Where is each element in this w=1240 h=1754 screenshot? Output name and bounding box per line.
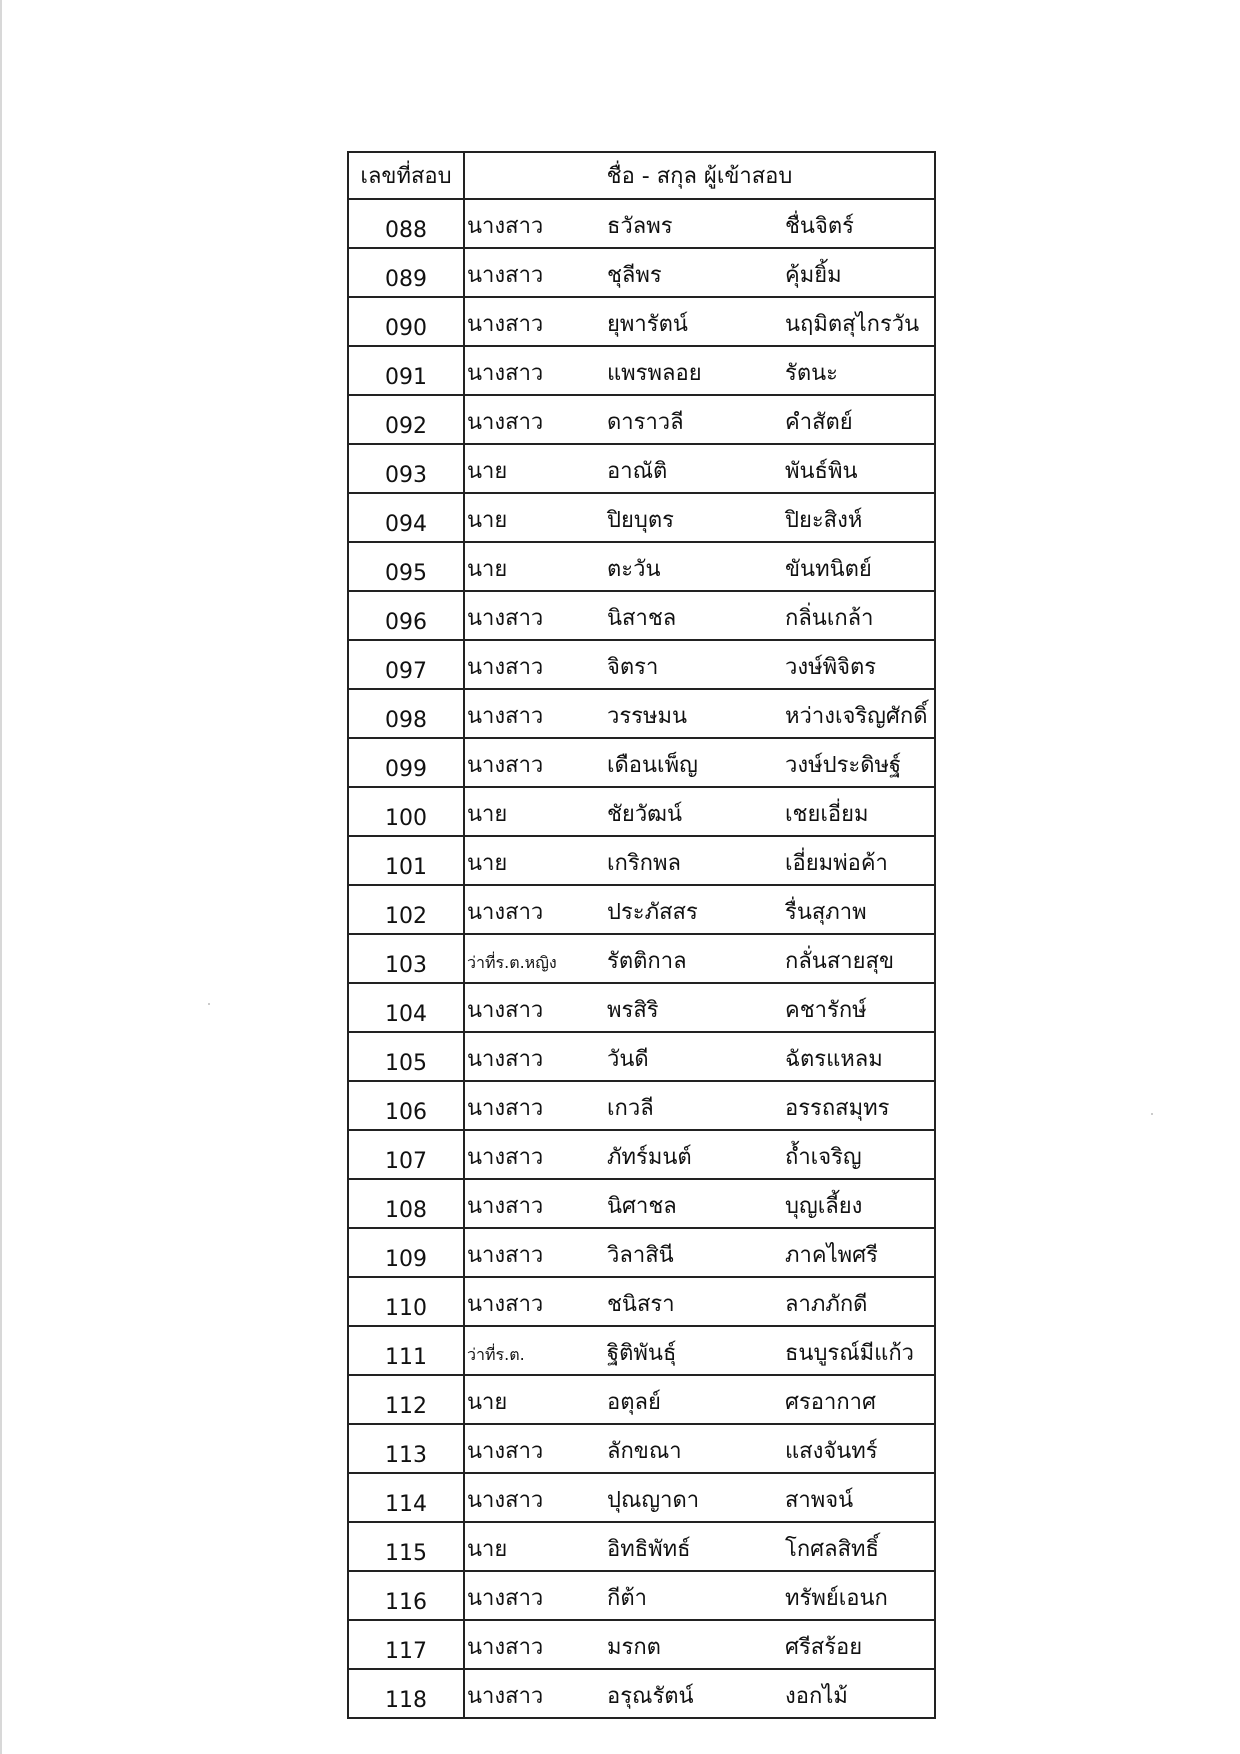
name-title: นาย bbox=[467, 1537, 508, 1562]
last-name: ชื่นจิตร์ bbox=[785, 214, 854, 239]
table-row bbox=[348, 1473, 935, 1522]
exam-number: 093 bbox=[348, 444, 464, 493]
last-name: กลั่นสายสุข bbox=[785, 949, 894, 974]
table-row bbox=[348, 1326, 935, 1375]
name-title: นางสาว bbox=[467, 1047, 544, 1072]
applicant-name-cell bbox=[464, 248, 935, 297]
name-title: นางสาว bbox=[467, 263, 544, 288]
table-row bbox=[348, 1424, 935, 1473]
applicant-table bbox=[347, 151, 936, 1719]
table-row bbox=[348, 199, 935, 248]
applicant-name-cell bbox=[464, 1032, 935, 1081]
name-title: นางสาว bbox=[467, 1684, 544, 1709]
table-row bbox=[348, 1130, 935, 1179]
name-title: นางสาว bbox=[467, 410, 544, 435]
name-title: นางสาว bbox=[467, 1194, 544, 1219]
last-name: ขันทนิตย์ bbox=[785, 557, 872, 582]
last-name: แสงจันทร์ bbox=[785, 1439, 878, 1464]
exam-number: 101 bbox=[348, 836, 464, 885]
applicant-name-cell bbox=[464, 1277, 935, 1326]
table-row bbox=[348, 640, 935, 689]
last-name: งอกไม้ bbox=[785, 1684, 848, 1709]
applicant-name-cell bbox=[464, 738, 935, 787]
exam-number: 118 bbox=[348, 1669, 464, 1718]
applicant-name-cell bbox=[464, 1375, 935, 1424]
first-name: ชัยวัฒน์ bbox=[607, 802, 683, 827]
last-name: ธนบูรณ์มีแก้ว bbox=[785, 1341, 915, 1366]
name-title: นางสาว bbox=[467, 900, 544, 925]
first-name: อรุณรัตน์ bbox=[607, 1684, 694, 1709]
table-row bbox=[348, 1522, 935, 1571]
exam-number: 094 bbox=[348, 493, 464, 542]
table-row bbox=[348, 1277, 935, 1326]
first-name: วรรษมน bbox=[607, 704, 688, 729]
exam-number: 100 bbox=[348, 787, 464, 836]
first-name: นิศาชล bbox=[607, 1194, 677, 1219]
table-row bbox=[348, 934, 935, 983]
applicant-name-cell bbox=[464, 1571, 935, 1620]
exam-number: 102 bbox=[348, 885, 464, 934]
last-name: ศรอากาศ bbox=[785, 1390, 876, 1415]
first-name: อิทธิพัทธ์ bbox=[607, 1537, 691, 1562]
applicant-name-cell bbox=[464, 1081, 935, 1130]
table-row bbox=[348, 1179, 935, 1228]
name-title: นาย bbox=[467, 851, 508, 876]
table-row bbox=[348, 297, 935, 346]
last-name: สาพจน์ bbox=[785, 1488, 854, 1513]
applicant-name-cell bbox=[464, 1228, 935, 1277]
last-name: คุ้มยิ้ม bbox=[785, 263, 842, 288]
applicant-name-cell bbox=[464, 836, 935, 885]
last-name: กลิ่นเกล้า bbox=[785, 606, 874, 631]
table-row bbox=[348, 836, 935, 885]
name-title: ว่าที่ร.ต.หญิง bbox=[467, 953, 557, 972]
first-name: ปุณญาดา bbox=[607, 1488, 700, 1513]
name-title: นาย bbox=[467, 459, 508, 484]
last-name: ฉัตรแหลม bbox=[785, 1047, 883, 1072]
applicant-name-cell bbox=[464, 787, 935, 836]
first-name: ลักขณา bbox=[607, 1439, 682, 1464]
name-title: นางสาว bbox=[467, 753, 544, 778]
applicant-name-cell bbox=[464, 1522, 935, 1571]
table-row bbox=[348, 248, 935, 297]
table-row bbox=[348, 1228, 935, 1277]
table-row bbox=[348, 591, 935, 640]
exam-number: 090 bbox=[348, 297, 464, 346]
exam-number: 103 bbox=[348, 934, 464, 983]
last-name: รื่นสุภาพ bbox=[785, 900, 867, 925]
scan-speck bbox=[1151, 1113, 1153, 1115]
exam-number: 114 bbox=[348, 1473, 464, 1522]
name-title: นางสาว bbox=[467, 704, 544, 729]
name-title: นางสาว bbox=[467, 1488, 544, 1513]
applicant-name-cell bbox=[464, 199, 935, 248]
name-title: นางสาว bbox=[467, 1096, 544, 1121]
table-row bbox=[348, 444, 935, 493]
table-header-row bbox=[348, 152, 935, 199]
applicant-name-cell bbox=[464, 1669, 935, 1718]
exam-number: 108 bbox=[348, 1179, 464, 1228]
exam-number: 115 bbox=[348, 1522, 464, 1571]
name-title: นางสาว bbox=[467, 606, 544, 631]
applicant-name-cell bbox=[464, 1179, 935, 1228]
first-name: วิลาสินี bbox=[607, 1243, 674, 1268]
first-name: ธวัลพร bbox=[607, 214, 673, 239]
header-number: เลขที่สอบ bbox=[348, 152, 464, 199]
first-name: กีต้า bbox=[607, 1586, 647, 1611]
first-name: อตุลย์ bbox=[607, 1390, 661, 1415]
exam-number: 104 bbox=[348, 983, 464, 1032]
applicant-name-cell bbox=[464, 591, 935, 640]
exam-number: 089 bbox=[348, 248, 464, 297]
applicant-name-cell bbox=[464, 1130, 935, 1179]
last-name: ศรีสร้อย bbox=[785, 1635, 863, 1660]
first-name: ชุลีพร bbox=[607, 263, 662, 288]
exam-number: 117 bbox=[348, 1620, 464, 1669]
table-row bbox=[348, 787, 935, 836]
name-title: นางสาว bbox=[467, 1292, 544, 1317]
table-row bbox=[348, 1081, 935, 1130]
exam-number: 116 bbox=[348, 1571, 464, 1620]
first-name: จิตรา bbox=[607, 655, 659, 680]
table-row bbox=[348, 1620, 935, 1669]
table-row bbox=[348, 1571, 935, 1620]
applicant-name-cell bbox=[464, 885, 935, 934]
first-name: วันดี bbox=[607, 1047, 649, 1072]
exam-number: 097 bbox=[348, 640, 464, 689]
name-title: นางสาว bbox=[467, 655, 544, 680]
last-name: ปิยะสิงห์ bbox=[785, 508, 863, 533]
exam-number: 096 bbox=[348, 591, 464, 640]
page-edge bbox=[0, 0, 2, 1754]
table-row bbox=[348, 493, 935, 542]
first-name: นิสาชล bbox=[607, 606, 677, 631]
last-name: คชารักษ์ bbox=[785, 998, 867, 1023]
applicant-name-cell bbox=[464, 297, 935, 346]
last-name: นฤมิตสุไกรวัน bbox=[785, 312, 920, 337]
last-name: หว่างเจริญศักดิ์ bbox=[785, 704, 928, 729]
exam-number: 098 bbox=[348, 689, 464, 738]
applicant-name-cell bbox=[464, 444, 935, 493]
first-name: ภัทร์มนต์ bbox=[607, 1145, 692, 1170]
table-row bbox=[348, 395, 935, 444]
name-title: นางสาว bbox=[467, 312, 544, 337]
last-name: อรรถสมุทร bbox=[785, 1096, 890, 1121]
table-row bbox=[348, 983, 935, 1032]
exam-number: 088 bbox=[348, 199, 464, 248]
first-name: ดาราวลี bbox=[607, 410, 684, 435]
first-name: ฐิติพันธุ์ bbox=[607, 1341, 677, 1366]
first-name: มรกต bbox=[607, 1635, 661, 1660]
exam-number: 095 bbox=[348, 542, 464, 591]
exam-number: 107 bbox=[348, 1130, 464, 1179]
first-name: ปิยบุตร bbox=[607, 508, 674, 533]
name-title: นางสาว bbox=[467, 1243, 544, 1268]
table-row bbox=[348, 1375, 935, 1424]
exam-number: 109 bbox=[348, 1228, 464, 1277]
applicant-name-cell bbox=[464, 346, 935, 395]
applicant-name-cell bbox=[464, 640, 935, 689]
last-name: ภาคไพศรี bbox=[785, 1243, 878, 1268]
exam-number: 105 bbox=[348, 1032, 464, 1081]
exam-number: 110 bbox=[348, 1277, 464, 1326]
first-name: อาณัติ bbox=[607, 459, 668, 484]
applicant-name-cell bbox=[464, 493, 935, 542]
exam-number: 099 bbox=[348, 738, 464, 787]
last-name: วงษ์ประดิษฐ์ bbox=[785, 753, 902, 778]
table-row bbox=[348, 738, 935, 787]
table-body bbox=[348, 199, 935, 1718]
name-title: นางสาว bbox=[467, 1635, 544, 1660]
table-row bbox=[348, 689, 935, 738]
last-name: ถ้ำเจริญ bbox=[785, 1145, 862, 1170]
table-row bbox=[348, 542, 935, 591]
name-title: นาย bbox=[467, 802, 508, 827]
applicant-name-cell bbox=[464, 542, 935, 591]
header-name: ชื่อ - สกุล ผู้เข้าสอบ bbox=[464, 152, 935, 199]
table-row bbox=[348, 1032, 935, 1081]
first-name: รัตติกาล bbox=[607, 949, 687, 974]
applicant-name-cell bbox=[464, 1620, 935, 1669]
last-name: พันธ์พิน bbox=[785, 459, 858, 484]
name-title: นางสาว bbox=[467, 1586, 544, 1611]
name-title: นางสาว bbox=[467, 998, 544, 1023]
last-name: รัตนะ bbox=[785, 361, 838, 386]
applicant-name-cell bbox=[464, 1424, 935, 1473]
name-title: นาย bbox=[467, 508, 508, 533]
first-name: เกวลี bbox=[607, 1096, 654, 1121]
scan-speck bbox=[208, 1003, 210, 1005]
first-name: ยุพารัตน์ bbox=[607, 312, 688, 337]
name-title: ว่าที่ร.ต. bbox=[467, 1345, 525, 1364]
last-name: เชยเอี่ยม bbox=[785, 802, 869, 827]
applicant-name-cell bbox=[464, 934, 935, 983]
first-name: เกริกพล bbox=[607, 851, 681, 876]
exam-number: 106 bbox=[348, 1081, 464, 1130]
first-name: เดือนเพ็ญ bbox=[607, 753, 698, 778]
name-title: นางสาว bbox=[467, 361, 544, 386]
first-name: พรสิริ bbox=[607, 998, 659, 1023]
exam-number: 092 bbox=[348, 395, 464, 444]
first-name: ประภัสสร bbox=[607, 900, 698, 925]
exam-number: 113 bbox=[348, 1424, 464, 1473]
name-title: นางสาว bbox=[467, 214, 544, 239]
applicant-name-cell bbox=[464, 395, 935, 444]
name-title: นางสาว bbox=[467, 1439, 544, 1464]
last-name: วงษ์พิจิตร bbox=[785, 655, 877, 680]
exam-number: 091 bbox=[348, 346, 464, 395]
applicant-name-cell bbox=[464, 1326, 935, 1375]
exam-number: 111 bbox=[348, 1326, 464, 1375]
last-name: คำสัตย์ bbox=[785, 410, 853, 435]
applicant-name-cell bbox=[464, 983, 935, 1032]
first-name: ตะวัน bbox=[607, 557, 661, 582]
last-name: โกศลสิทธิ์ bbox=[785, 1537, 879, 1562]
first-name: ชนิสรา bbox=[607, 1292, 675, 1317]
first-name: แพรพลอย bbox=[607, 361, 702, 386]
last-name: เอี่ยมพ่อค้า bbox=[785, 851, 888, 876]
table-row bbox=[348, 885, 935, 934]
table-row bbox=[348, 1669, 935, 1718]
last-name: ทรัพย์เอนก bbox=[785, 1586, 888, 1611]
name-title: นาย bbox=[467, 557, 508, 582]
exam-number: 112 bbox=[348, 1375, 464, 1424]
last-name: บุญเลี้ยง bbox=[785, 1194, 863, 1219]
table-row bbox=[348, 346, 935, 395]
last-name: ลาภภักดี bbox=[785, 1292, 868, 1317]
name-title: นางสาว bbox=[467, 1145, 544, 1170]
applicant-name-cell bbox=[464, 1473, 935, 1522]
applicant-name-cell bbox=[464, 689, 935, 738]
name-title: นาย bbox=[467, 1390, 508, 1415]
